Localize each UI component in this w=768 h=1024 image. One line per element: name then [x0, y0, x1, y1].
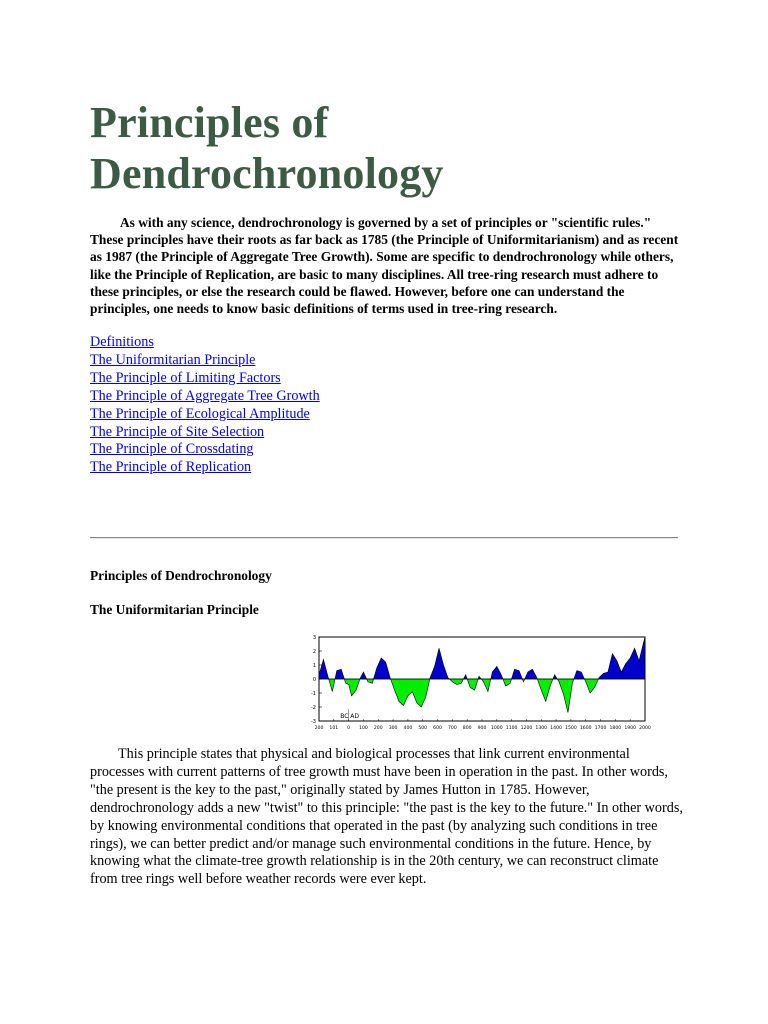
list-item: [90, 334, 320, 352]
x-tick-label: 0: [347, 726, 351, 731]
link-uniformitarian-principle[interactable]: The Uniformitarian Principle: [90, 351, 256, 368]
x-tick-label: 1900: [624, 726, 637, 731]
x-tick-label: 700: [447, 726, 457, 731]
x-tick-label: 300: [388, 726, 398, 731]
x-tick-label: 1600: [579, 726, 592, 731]
section-heading: Principles of Dendrochronology: [90, 568, 272, 583]
x-tick-label: 1300: [535, 726, 548, 731]
x-tick-label: 400: [403, 726, 413, 731]
x-tick-label: 101: [329, 726, 339, 731]
x-tick-label: 600: [433, 726, 442, 731]
x-tick-label: 500: [418, 726, 428, 731]
x-tick-label: 100: [359, 726, 368, 731]
y-tick-label: -3: [311, 719, 316, 725]
x-tick-label: 1100: [505, 726, 518, 731]
list-item: [90, 352, 320, 370]
x-tick-label: 800: [462, 726, 472, 731]
list-item: [90, 441, 320, 459]
y-tick-label: -2: [311, 705, 316, 711]
x-tick-label: 200: [314, 726, 324, 731]
x-tick-label: 200: [373, 726, 383, 731]
list-item: [90, 388, 320, 406]
y-tick-label: 0: [312, 677, 316, 683]
x-tick-label: 900: [477, 726, 487, 731]
intro-paragraph: As with any science, dendrochronology is governed by a set of principles or "scientific rules." These principles have their roots as far back as 1785 (the Principle of Uniformitarianism) and as recent as 1987 (the Principle of Aggregate Tree Growth). Some are specific to dendrochronology while others, like the Principle of Replication, are basic to many disciplines. All tree-ring research must adhere to these principles, or else the research could be flawed. However, before one can understand the principles, one needs to know basic definitions of terms used in tree-ring research.: [90, 215, 679, 317]
link-replication[interactable]: The Principle of Replication: [90, 459, 252, 476]
y-tick-label: 2: [312, 649, 316, 655]
tree-ring-chart: [227, 632, 661, 736]
link-aggregate-tree-growth[interactable]: The Principle of Aggregate Tree Growth: [90, 387, 320, 404]
link-limiting-factors[interactable]: The Principle of Limiting Factors: [90, 369, 281, 386]
link-definitions[interactable]: Definitions: [90, 334, 154, 350]
list-item: [90, 406, 320, 424]
y-tick-label: -1: [311, 691, 316, 697]
x-tick-label: 1200: [520, 726, 533, 731]
principles-link-list: [90, 334, 320, 477]
x-tick-label: 1400: [550, 726, 562, 731]
link-ecological-amplitude[interactable]: The Principle of Ecological Amplitude: [90, 405, 310, 422]
list-item: [90, 370, 320, 388]
x-tick-label: 1500: [565, 726, 577, 731]
list-item: [90, 424, 320, 442]
y-tick-label: 1: [312, 663, 316, 669]
tree-ring-chart-svg: [227, 632, 661, 736]
era-label: BC AD: [340, 713, 360, 720]
x-tick-label: 1700: [594, 726, 607, 731]
subsection-heading: The Uniformitarian Principle: [90, 602, 259, 617]
x-tick-label: 2000: [639, 726, 651, 731]
uniformitarian-paragraph: This principle states that physical and biological processes that link current environmental processes with current patterns of tree growth must have been in operation in the past. In other words, "the present is the key to the past," originally stated by James Hutton in 1785. However, dendrochronology adds a new "twist" to this principle: "the past is the key to the future." In other words, by knowing environmental conditions that operated in the past (by analyzing such conditions in tree rings), we can better predict and/or manage such environmental conditions in the future. Hence, by knowing what the climate-tree growth relationship is in the 20th century, we can reconstruct climate from tree rings well before weather records were ever kept.: [90, 746, 683, 888]
link-crossdating[interactable]: The Principle of Crossdating: [90, 441, 254, 458]
horizontal-divider: [90, 537, 678, 539]
x-tick-label: 1000: [490, 726, 503, 731]
page-title: Principles of Dendrochronology: [90, 98, 444, 198]
list-item: [90, 459, 320, 477]
x-tick-label: 1800: [609, 726, 622, 731]
link-site-selection[interactable]: The Principle of Site Selection: [90, 423, 265, 440]
y-tick-label: 3: [312, 635, 316, 641]
